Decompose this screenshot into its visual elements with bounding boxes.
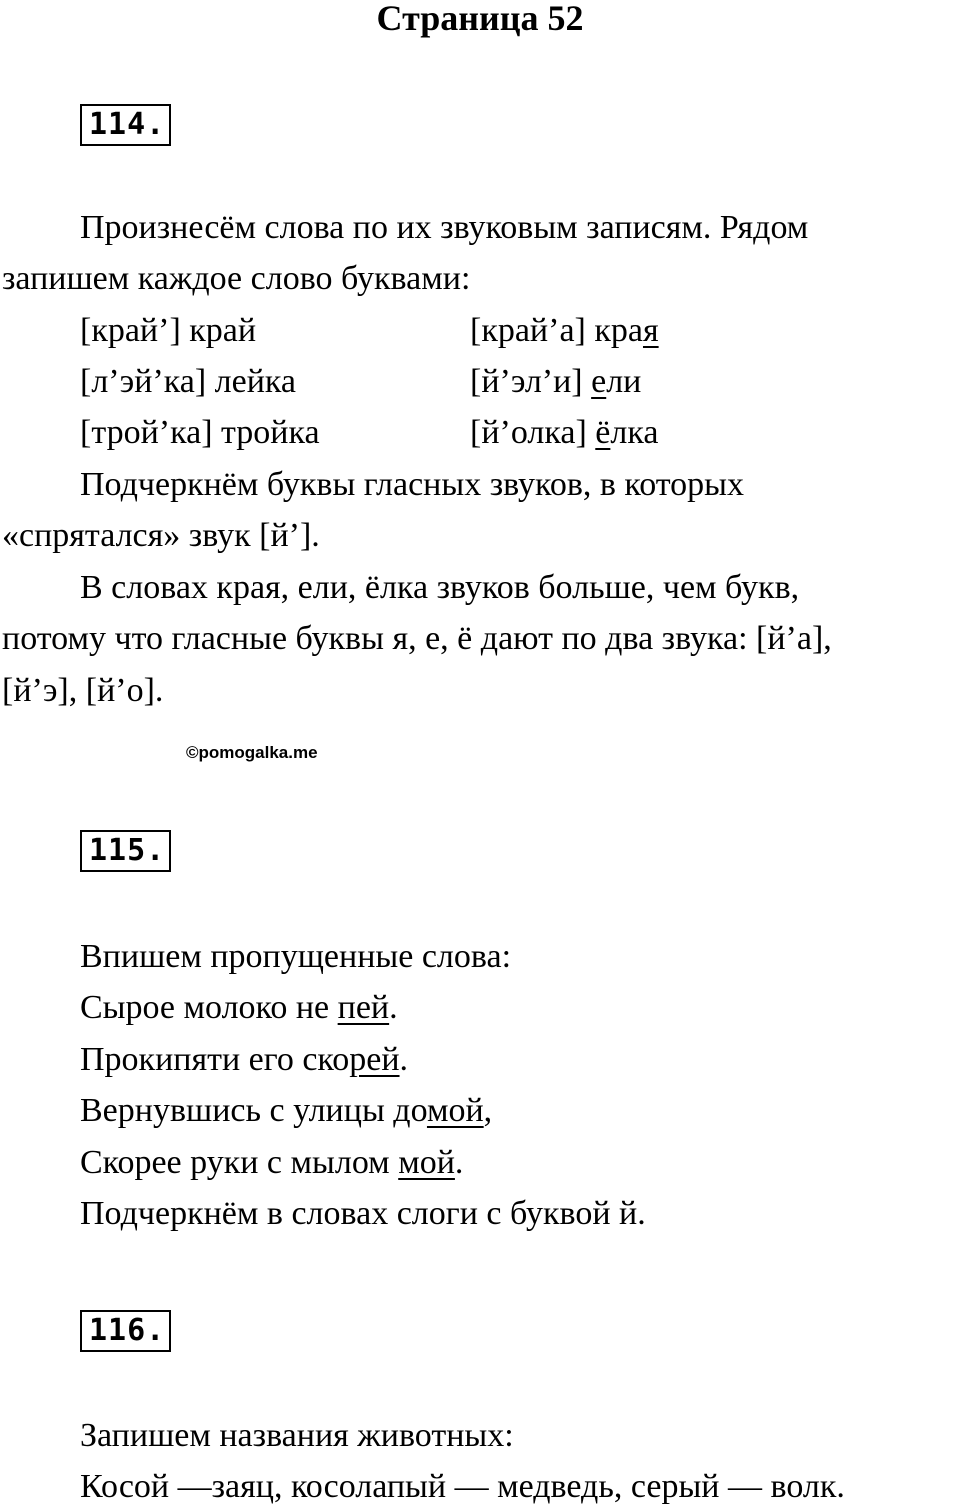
poem-line <box>80 988 960 1028</box>
paragraph-line: потому что гласные буквы я, е, ё дают по два звука: [й’а], <box>2 620 832 657</box>
paragraph-line: Впишем пропущенные слова: <box>80 938 512 975</box>
paragraph-line: «спрятался» звук [й’]. <box>2 517 320 554</box>
underlined-letter: я <box>642 312 659 349</box>
watermark: ©pomogalka.me <box>186 743 318 762</box>
paragraph-line: Косой —заяц, косолапый — медведь, серый — волк. <box>80 1468 845 1505</box>
page-title: Страница 52 <box>376 0 584 38</box>
poem-line <box>80 1091 960 1131</box>
sound-record-right <box>470 362 641 402</box>
poem-line <box>80 1040 960 1080</box>
sound-record-left: [край’] край <box>80 312 257 349</box>
paragraph-line: Произнесём слова по их звуковым записям. Рядом <box>80 209 809 246</box>
task-number-116: 116. <box>80 1310 171 1352</box>
underlined-syllable: мой <box>398 1144 455 1181</box>
task-number-114: 114. <box>80 104 171 146</box>
text-fragment: . <box>399 1041 409 1078</box>
text-fragment: ли <box>606 363 642 400</box>
text-fragment: , <box>483 1092 493 1129</box>
text-fragment: [край’а] кра <box>470 312 643 349</box>
poem-line <box>80 1143 960 1183</box>
paragraph-line: Подчеркнём в словах слоги с буквой й. <box>80 1195 646 1232</box>
sound-record-left: [трой’ка] тройка <box>80 414 320 451</box>
text-fragment: [й’эл’и] <box>470 363 592 400</box>
task-number-115: 115. <box>80 830 171 872</box>
text-fragment: Сырое молоко не <box>80 989 338 1026</box>
text-fragment: . <box>454 1144 464 1181</box>
sound-record-right <box>470 413 658 453</box>
underlined-letter: ё <box>595 414 611 451</box>
sound-record-right <box>470 311 659 351</box>
underlined-syllable: пей <box>337 989 390 1026</box>
paragraph-line: Запишем названия животных: <box>80 1417 514 1454</box>
paragraph-line: Подчеркнём буквы гласных звуков, в которых <box>80 466 745 503</box>
text-fragment: Вернувшись с улицы до <box>80 1092 427 1129</box>
sound-record-left: [л’эй’ка] лейка <box>80 363 296 400</box>
paragraph-line: В словах края, ели, ёлка звуков больше, чем букв, <box>80 569 800 606</box>
text-fragment: Прокипяти его ско <box>80 1041 350 1078</box>
paragraph-line: запишем каждое слово буквами: <box>2 260 471 297</box>
underlined-syllable: мой <box>426 1092 484 1129</box>
text-fragment: Скорее руки с мылом <box>80 1144 399 1181</box>
text-fragment: лка <box>610 414 659 451</box>
underlined-syllable: рей <box>349 1041 400 1078</box>
text-fragment: [й’олка] <box>470 414 596 451</box>
text-fragment: . <box>389 989 398 1026</box>
paragraph-line: [й’э], [й’о]. <box>2 672 164 709</box>
underlined-letter: е <box>591 363 607 400</box>
